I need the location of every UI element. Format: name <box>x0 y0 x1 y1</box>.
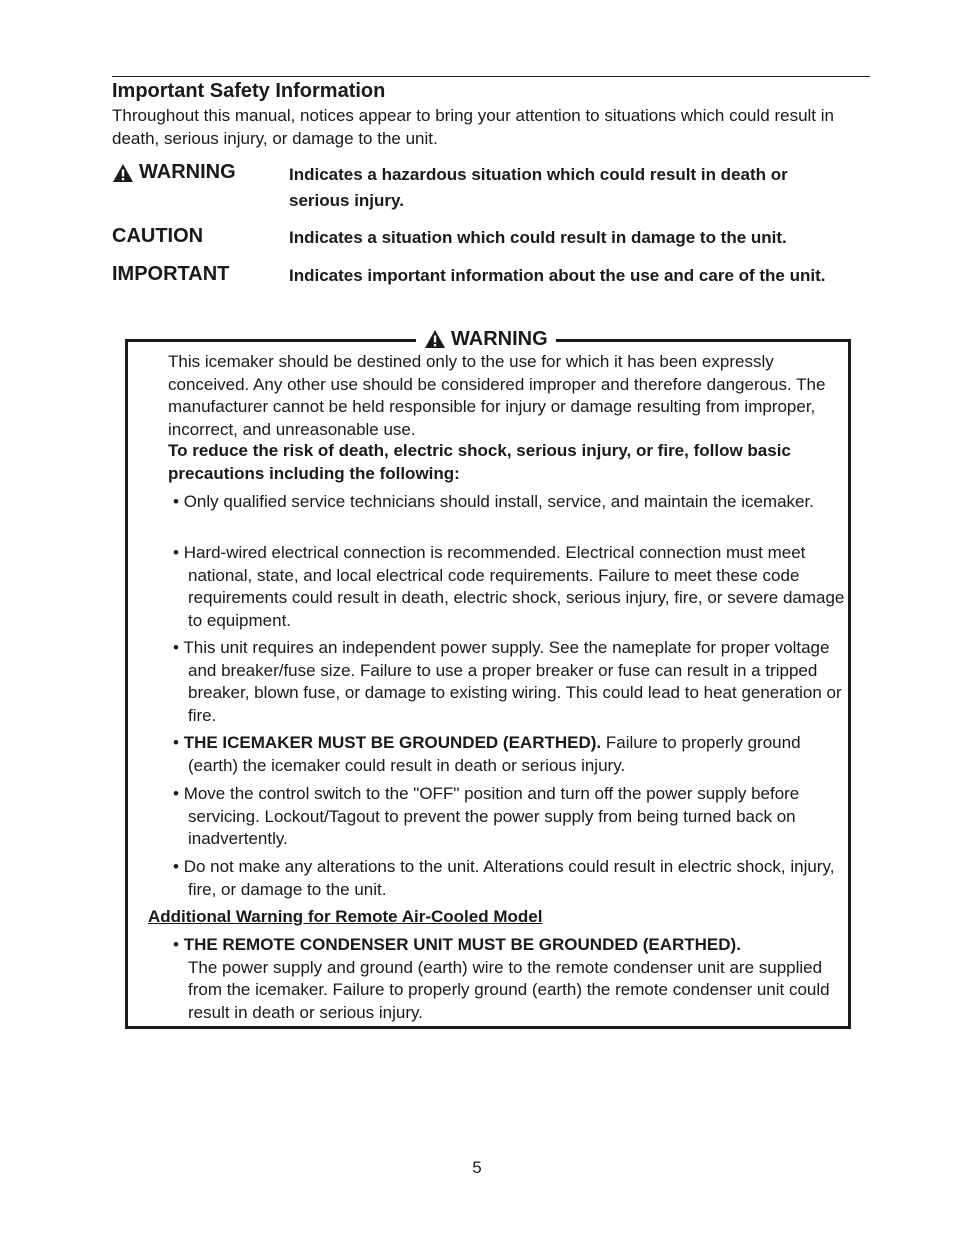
warning-bullet: • Only qualified service technicians should install, service, and maintain the icemaker. <box>173 492 814 511</box>
warning-bullet: • Do not make any alterations to the unit. Alterations could result in electric shock, injury, fire, or damage to the unit. <box>173 857 835 899</box>
bullet-text: This unit requires an independent power supply. See the nameplate for proper voltage and breaker/fuse size. Failure to use a proper breaker or fuse can result in a tripped breaker, blown fuse, or damage to existing wiring. This could lead to heat generation or fire. <box>183 638 842 725</box>
notice-definition-caution: Indicates a situation which could result in damage to the unit. <box>289 228 787 247</box>
bullet-text: Move the control switch to the "OFF" position and turn off the power supply before servicing. Lockout/Tagout to prevent the power supply from being turned back on inadvertently. <box>183 784 800 848</box>
additional-warning-bullet: • THE REMOTE CONDENSER UNIT MUST BE GROUNDED (EARTHED). The power supply and ground (earth) wire to the remote condenser unit are supplied from the icemaker. Failure to properly ground (earth) the remote condenser unit could result in death or serious injury. <box>173 935 830 1022</box>
notice-term-label: WARNING <box>139 161 236 183</box>
notice-definition-important: Indicates important information about the use and care of the unit. <box>289 266 826 285</box>
notice-term-warning <box>112 161 236 184</box>
page-number: 5 <box>472 1158 482 1177</box>
top-rule <box>112 76 870 77</box>
bullet-text: The power supply and ground (earth) wire to the remote condenser unit are supplied from the icemaker. Failure to properly ground (earth) the remote condenser unit could result in death or serious injury. <box>188 957 830 1022</box>
section-title: Important Safety Information <box>112 80 386 102</box>
notice-term-caution <box>112 225 203 248</box>
notice-term-important <box>112 263 229 286</box>
bullet-text: Hard-wired electrical connection is recommended. Electrical connection must meet national, state, and local electrical code requirements. Failure to meet these code requirements could result in death, electric shock, serious injury, fire, or severe damage to equipment. <box>183 543 845 630</box>
bullet-text: Only qualified service technicians should install, service, and maintain the icemaker. <box>183 492 814 511</box>
additional-warning-heading: Additional Warning for Remote Air-Cooled Model <box>148 907 543 926</box>
warning-bullet: • Move the control switch to the "OFF" position and turn off the power supply before servicing. Lockout/Tagout to prevent the power supply from being turned back on inadvertently. <box>173 784 800 848</box>
notice-term-label: CAUTION <box>112 225 204 247</box>
warning-box-intro: This icemaker should be destined only to the use for which it has been expressly conceived. Any other use should be considered improper and therefore dangerous. The manufacturer cannot be held responsible for injury or damage resulting from improper, incorrect, and unreasonable use. <box>168 352 826 439</box>
warning-box-heading-label: WARNING <box>451 327 548 350</box>
warning-triangle-icon <box>424 329 446 349</box>
section-intro: Throughout this manual, notices appear to bring your attention to situations which could result in death, serious injury, or damage to the unit. <box>112 106 834 148</box>
bullet-bold: THE REMOTE CONDENSER UNIT MUST BE GROUNDED (EARTHED). <box>183 935 741 954</box>
bullet-text: Do not make any alterations to the unit. Alterations could result in electric shock, injury, fire, or damage to the unit. <box>183 857 835 899</box>
warning-bullet: • Hard-wired electrical connection is recommended. Electrical connection must meet national, state, and local electrical code requirements. Failure to meet these code requirements could result in death, electric shock, serious injury, fire, or severe damage to equipment. <box>173 543 845 630</box>
warning-bullet: • THE ICEMAKER MUST BE GROUNDED (EARTHED). Failure to properly ground (earth) the icemaker could result in death or serious injury. <box>173 733 801 775</box>
warning-bullet: • This unit requires an independent power supply. See the nameplate for proper voltage and breaker/fuse size. Failure to use a proper breaker or fuse can result in a tripped breaker, blown fuse, or damage to existing wiring. This could lead to heat generation or fire. <box>173 638 842 725</box>
bullet-bold: THE ICEMAKER MUST BE GROUNDED (EARTHED). <box>183 733 602 752</box>
warning-box-precaution: To reduce the risk of death, electric shock, serious injury, or fire, follow basic precautions including the following: <box>168 441 791 483</box>
notice-definition-warning: Indicates a hazardous situation which could result in death or serious injury. <box>289 165 788 210</box>
warning-triangle-icon <box>112 163 134 183</box>
warning-box-heading <box>416 326 556 352</box>
notice-term-label: IMPORTANT <box>112 263 230 285</box>
bullet-text: Failure to properly ground (earth) the icemaker could result in death or serious injury. <box>188 733 801 775</box>
